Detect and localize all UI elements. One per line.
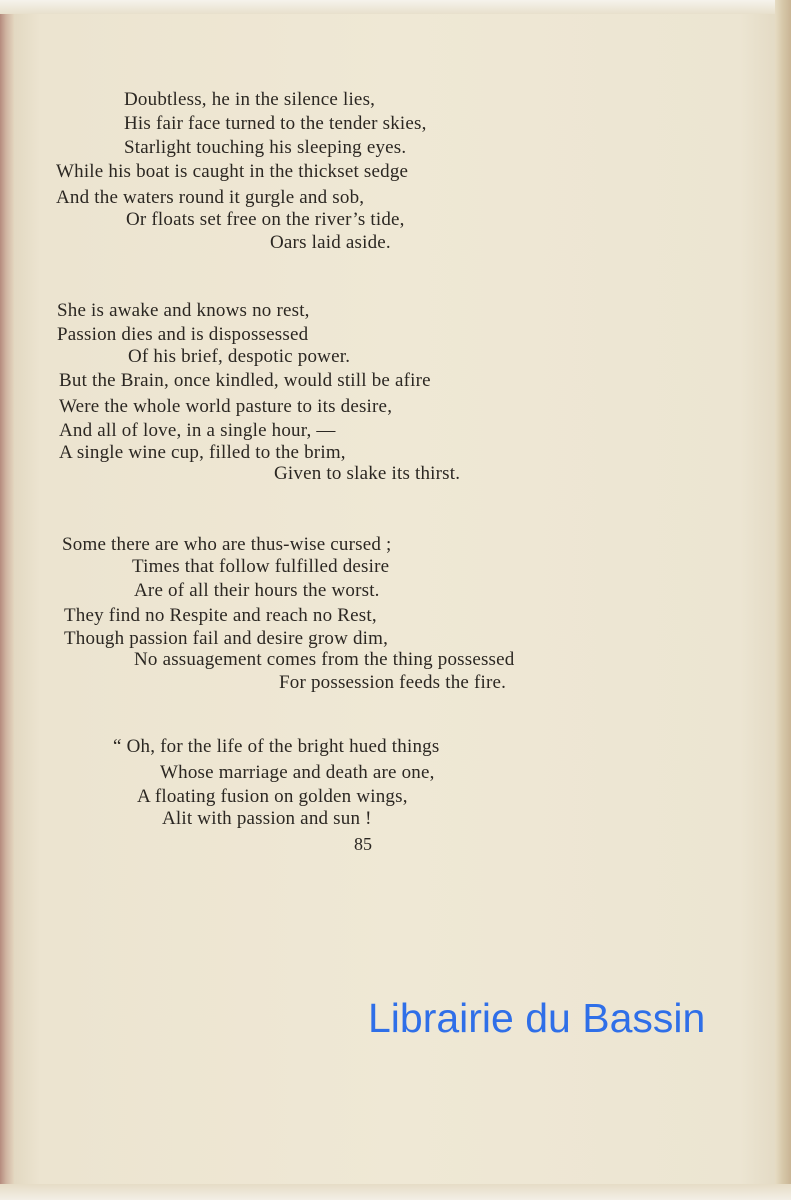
poem-line: Or floats set free on the river’s tide, bbox=[126, 209, 405, 230]
poem-line: And all of love, in a single hour, — bbox=[59, 420, 336, 441]
poem-line: Whose marriage and death are one, bbox=[160, 762, 435, 783]
poem-line: They find no Respite and reach no Rest, bbox=[64, 605, 377, 626]
page-number: 85 bbox=[354, 834, 372, 854]
book-spine-edge bbox=[0, 0, 14, 1200]
poem-line: And the waters round it gurgle and sob, bbox=[56, 187, 365, 208]
page-right-edge bbox=[775, 0, 791, 1200]
poem-line: Passion dies and is dispossessed bbox=[57, 324, 309, 345]
poem-line: Oars laid aside. bbox=[270, 232, 391, 253]
poem-line: Were the whole world pasture to its desire, bbox=[59, 396, 393, 417]
poem-line: Alit with passion and sun ! bbox=[162, 808, 372, 829]
poem-line: But the Brain, once kindled, would still be afire bbox=[59, 370, 431, 391]
poem-line: A single wine cup, filled to the brim, bbox=[59, 442, 346, 463]
bookseller-watermark: Librairie du Bassin bbox=[368, 995, 706, 1041]
poem-line: Starlight touching his sleeping eyes. bbox=[124, 137, 407, 158]
poem-line: Times that follow fulfilled desire bbox=[132, 556, 390, 577]
poem-line: Are of all their hours the worst. bbox=[134, 580, 380, 601]
poem-line: Some there are who are thus-wise cursed ; bbox=[62, 534, 392, 555]
poem-line: No assuagement comes from the thing possessed bbox=[134, 649, 515, 670]
page-bottom-edge bbox=[0, 1184, 791, 1200]
poem-line: Doubtless, he in the silence lies, bbox=[124, 89, 376, 110]
poem-line: She is awake and knows no rest, bbox=[57, 300, 310, 321]
poem-line: For possession feeds the fire. bbox=[279, 672, 507, 693]
page-top-edge bbox=[0, 0, 791, 14]
poem-line: A floating fusion on golden wings, bbox=[137, 786, 408, 807]
poem-line: “ Oh, for the life of the bright hued things bbox=[113, 736, 440, 757]
poem-line: His fair face turned to the tender skies, bbox=[124, 113, 427, 134]
poem-line: While his boat is caught in the thickset sedge bbox=[56, 161, 409, 182]
poem-line: Given to slake its thirst. bbox=[274, 463, 461, 484]
poem-line: Of his brief, despotic power. bbox=[128, 346, 351, 367]
poem-line: Though passion fail and desire grow dim, bbox=[64, 628, 389, 649]
